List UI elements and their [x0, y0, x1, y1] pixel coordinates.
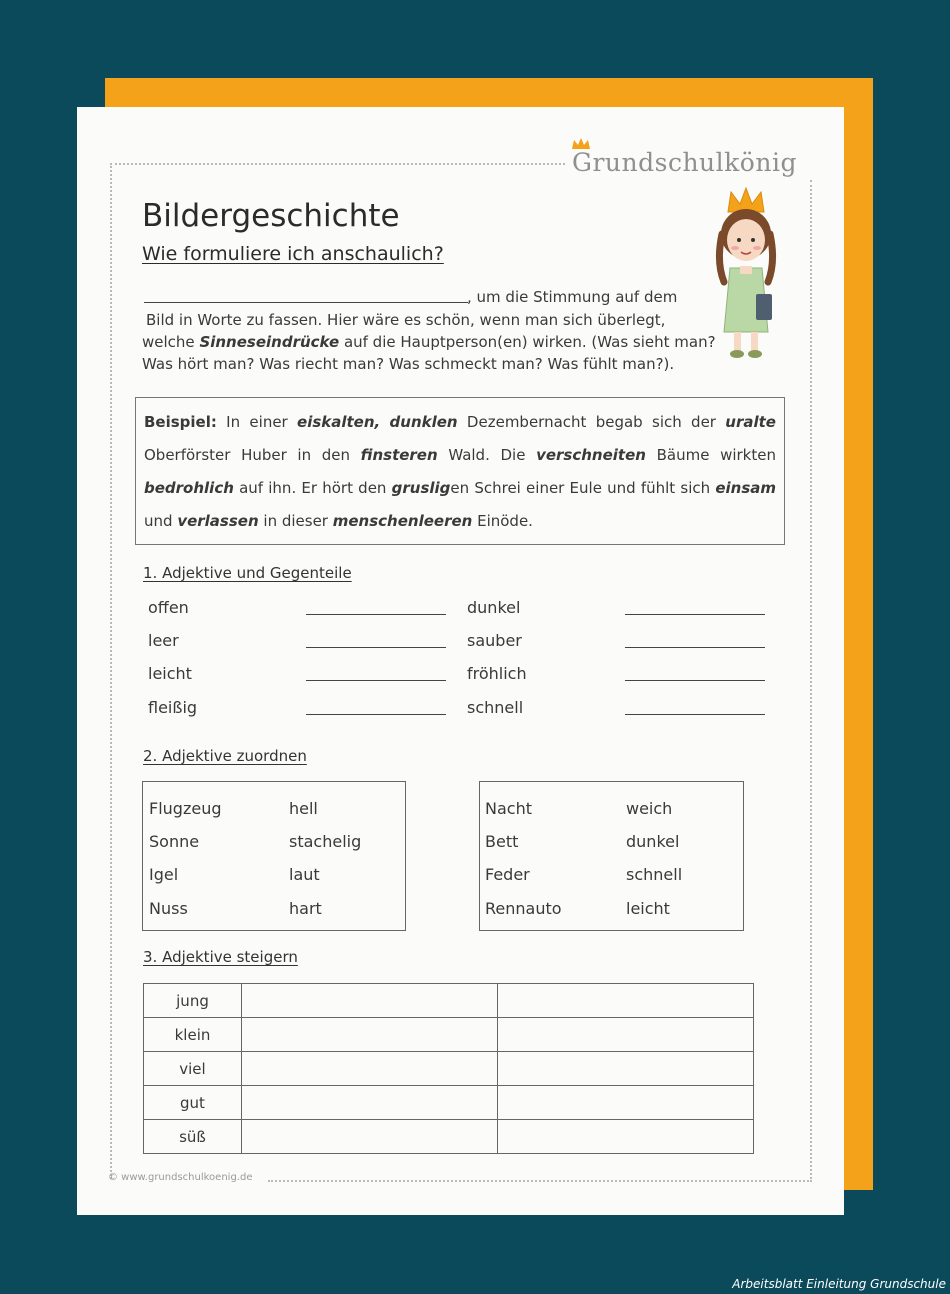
table-row	[144, 1018, 754, 1052]
superlative-cell[interactable]	[498, 1018, 754, 1052]
example-emphasis-word: finsteren	[360, 446, 438, 464]
example-emphasis-word: eiskalten,	[297, 413, 381, 431]
comparison-table	[143, 983, 754, 1154]
example-emphasis-word: dunklen	[389, 413, 458, 431]
comparison-base-word: klein	[144, 1018, 242, 1052]
match-adjective: stachelig	[289, 832, 362, 851]
table-row	[144, 984, 754, 1018]
example-box	[135, 397, 785, 545]
intro-line-3: welche Sinneseindrücke auf die Hauptperson(en) wirken. (Was sieht man?	[142, 333, 716, 351]
opposite-answer-line[interactable]	[625, 680, 765, 681]
example-emphasis-word: gruslig	[391, 479, 451, 497]
intro-line-1: , um die Stimmung auf dem	[467, 288, 678, 306]
example-emphasis-word: uralte	[725, 413, 776, 431]
footer-url: © www.grundschulkoenig.de	[108, 1172, 253, 1183]
match-noun: Igel	[149, 865, 179, 884]
intro-bold-sinneseindruecke: Sinneseindrücke	[199, 333, 340, 351]
section-1-title: 1. Adjektive und Gegenteile	[143, 564, 352, 582]
opposite-word-left: fleißig	[148, 698, 198, 717]
opposite-word-left: leicht	[148, 664, 192, 683]
dotted-frame-right	[810, 180, 812, 1179]
opposite-word-right: fröhlich	[467, 664, 527, 683]
example-text-segment	[380, 413, 389, 431]
intro-line-2: Bild in Worte zu fassen. Hier wäre es schön, wenn man sich überlegt,	[146, 311, 666, 329]
superlative-cell[interactable]	[498, 1120, 754, 1154]
dotted-frame-bottom	[268, 1180, 812, 1182]
match-noun: Bett	[485, 832, 519, 851]
superlative-cell[interactable]	[498, 1086, 754, 1120]
example-text-segment: Oberförster Huber in den	[144, 446, 361, 464]
intro-line-4: Was hört man? Was riecht man? Was schmeckt man? Was fühlt man?).	[142, 355, 675, 373]
opposite-answer-line[interactable]	[625, 714, 765, 715]
opposite-answer-line[interactable]	[306, 614, 446, 615]
match-noun: Feder	[485, 865, 530, 884]
example-emphasis-word: bedrohlich	[144, 479, 234, 497]
match-noun: Nacht	[485, 799, 532, 818]
match-noun: Flugzeug	[149, 799, 222, 818]
comparison-base-word: süß	[144, 1120, 242, 1154]
opposite-word-right: schnell	[467, 698, 524, 717]
example-text-segment: auf ihn. Er hört den	[233, 479, 392, 497]
match-noun: Sonne	[149, 832, 200, 851]
match-adjective: leicht	[626, 899, 670, 918]
opposite-word-left: leer	[148, 631, 179, 650]
comparison-base-word: jung	[144, 984, 242, 1018]
superlative-cell[interactable]	[498, 1052, 754, 1086]
section-3-title: 3. Adjektive steigern	[143, 948, 298, 966]
dotted-frame-top	[110, 163, 565, 165]
table-row	[144, 1086, 754, 1120]
example-text-segment: in dieser	[258, 512, 333, 530]
comparative-cell[interactable]	[242, 1052, 498, 1086]
image-caption: Arbeitsblatt Einleitung Grundschule	[732, 1277, 946, 1291]
opposite-answer-line[interactable]	[625, 647, 765, 648]
example-text-segment: en Schrei einer Eule und fühlt sich	[450, 479, 716, 497]
opposite-word-right: dunkel	[467, 598, 521, 617]
page-subtitle: Wie formuliere ich anschaulich?	[142, 243, 444, 265]
match-adjective: hart	[289, 899, 322, 918]
example-text-segment: In einer	[216, 413, 298, 431]
example-label: Beispiel:	[144, 413, 217, 431]
opposite-answer-line[interactable]	[625, 614, 765, 615]
comparison-base-word: gut	[144, 1086, 242, 1120]
opposite-answer-line[interactable]	[306, 714, 446, 715]
match-adjective: laut	[289, 865, 320, 884]
example-text-segment: Dezembernacht begab sich der	[457, 413, 726, 431]
brand-logo: Grundschulkönig	[572, 148, 797, 177]
match-adjective: hell	[289, 799, 318, 818]
comparative-cell[interactable]	[242, 1018, 498, 1052]
match-noun: Rennauto	[485, 899, 562, 918]
table-row	[144, 1052, 754, 1086]
section-2-title: 2. Adjektive zuordnen	[143, 747, 307, 765]
example-text-segment: Einöde.	[472, 512, 533, 530]
dotted-frame-left	[110, 163, 112, 1179]
match-noun: Nuss	[149, 899, 188, 918]
table-row	[144, 1120, 754, 1154]
example-text-segment: Wald. Die	[437, 446, 537, 464]
example-emphasis-word: menschenleeren	[332, 512, 473, 530]
superlative-cell[interactable]	[498, 984, 754, 1018]
comparative-cell[interactable]	[242, 1120, 498, 1154]
opposite-word-left: offen	[148, 598, 189, 617]
example-emphasis-word: verschneiten	[536, 446, 646, 464]
opposite-word-right: sauber	[467, 631, 522, 650]
example-text-segment: und	[144, 512, 178, 530]
match-adjective: schnell	[626, 865, 683, 884]
match-adjective: dunkel	[626, 832, 680, 851]
example-text	[144, 413, 776, 530]
comparative-cell[interactable]	[242, 984, 498, 1018]
match-adjective: weich	[626, 799, 673, 818]
example-emphasis-word: verlassen	[177, 512, 259, 530]
example-emphasis-word: einsam	[715, 479, 777, 497]
page-title: Bildergeschichte	[142, 198, 400, 234]
comparative-cell[interactable]	[242, 1086, 498, 1120]
intro-fill-in-line[interactable]	[144, 284, 468, 303]
opposite-answer-line[interactable]	[306, 680, 446, 681]
opposite-answer-line[interactable]	[306, 647, 446, 648]
example-text-segment: Bäume wirkten	[645, 446, 776, 464]
comparison-base-word: viel	[144, 1052, 242, 1086]
